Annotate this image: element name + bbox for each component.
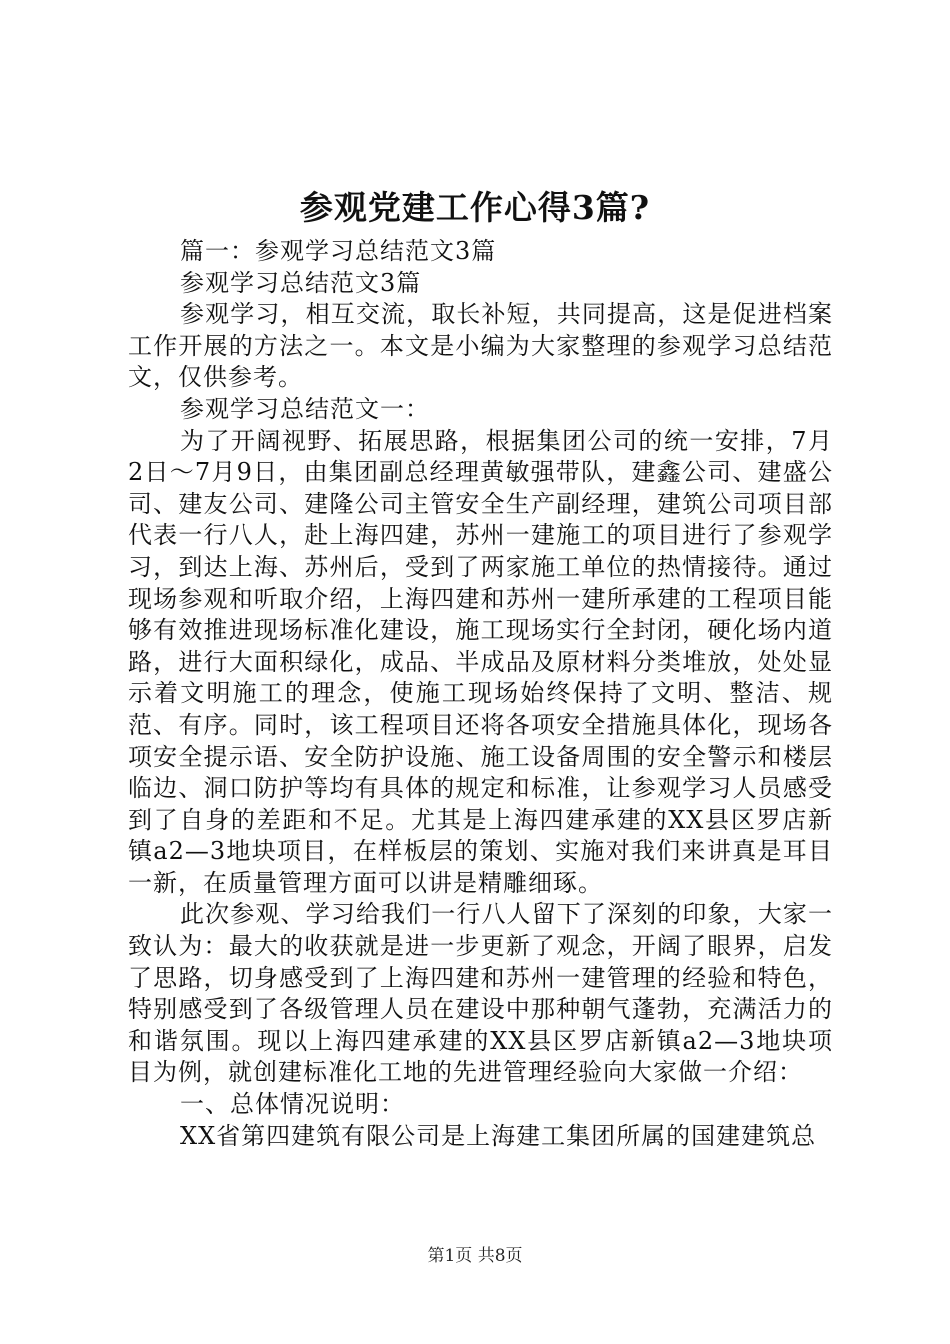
document-title: 参观党建工作心得3篇?	[299, 188, 651, 227]
paragraph-subtitle: 参观学习总结范文3篇	[180, 268, 422, 297]
paragraph-visit-details: 为了开阔视野、拓展思路，根据集团公司的统一安排，7月2日～7月9日，由集团副总经理黄敏强带队，建鑫公司、建盛公司、建友公司、建隆公司主管安全生产副经理，建筑公司项目部代表一行八人，赴上海四建，苏州一建施工的项目进行了参观学习，到达上海、苏州后，受到了两家施工单位的热情接待。通过现场参观和听取介绍，上海四建和苏州一建所承建的工程项目能够有效推进现场标准化建设，施工现场实行全封闭，硬化场内道路，进行大面积绿化，成品、半成品及原材料分类堆放，处处显示着文明施工的理念，使施工现场始终保持了文明、整洁、规范、有序。同时，该工程项目还将各项安全措施具体化，现场各项安全提示语、安全防护设施、施工设备周围的安全警示和楼层临边、洞口防护等均有具体的规定和标准，让参观学习人员感受到了自身的差距和不足。尤其是上海四建承建的XX县区罗店新镇a2—3地块项目，在样板层的策划、实施对我们来讲真是耳目一新，在质量管理方面可以讲是精雕细琢。	[128, 426, 833, 897]
paragraph-overview-heading: 一、总体情况说明：	[180, 1090, 405, 1119]
paragraph-impressions: 此次参观、学习给我们一行八人留下了深刻的印象，大家一致认为：最大的收获就是进一步更新了观念，开阔了眼界，启发了思路，切身感受到了上海四建和苏州一建管理的经验和特色，特别感受到了各级管理人员在建设中那种朝气蓬勃，充满活力的和谐氛围。现以上海四建承建的XX县区罗店新镇a2—3地块项目为例，就创建标准化工地的先进管理经验向大家做一介绍：	[128, 900, 833, 1087]
paragraph-section-heading: 篇一：参观学习总结范文3篇	[180, 237, 497, 265]
paragraph-company-intro: XX省第四建筑有限公司是上海建工集团所属的国建建筑总	[180, 1121, 817, 1150]
document-body	[128, 236, 833, 1152]
page-number-footer: 第1页 共8页	[427, 1246, 523, 1266]
paragraph-sample-heading: 参观学习总结范文一：	[180, 394, 430, 423]
paragraph-intro: 参观学习，相互交流，取长补短，共同提高，这是促进档案工作开展的方法之一。本文是小编为大家整理的参观学习总结范文，仅供参考。	[128, 300, 833, 392]
